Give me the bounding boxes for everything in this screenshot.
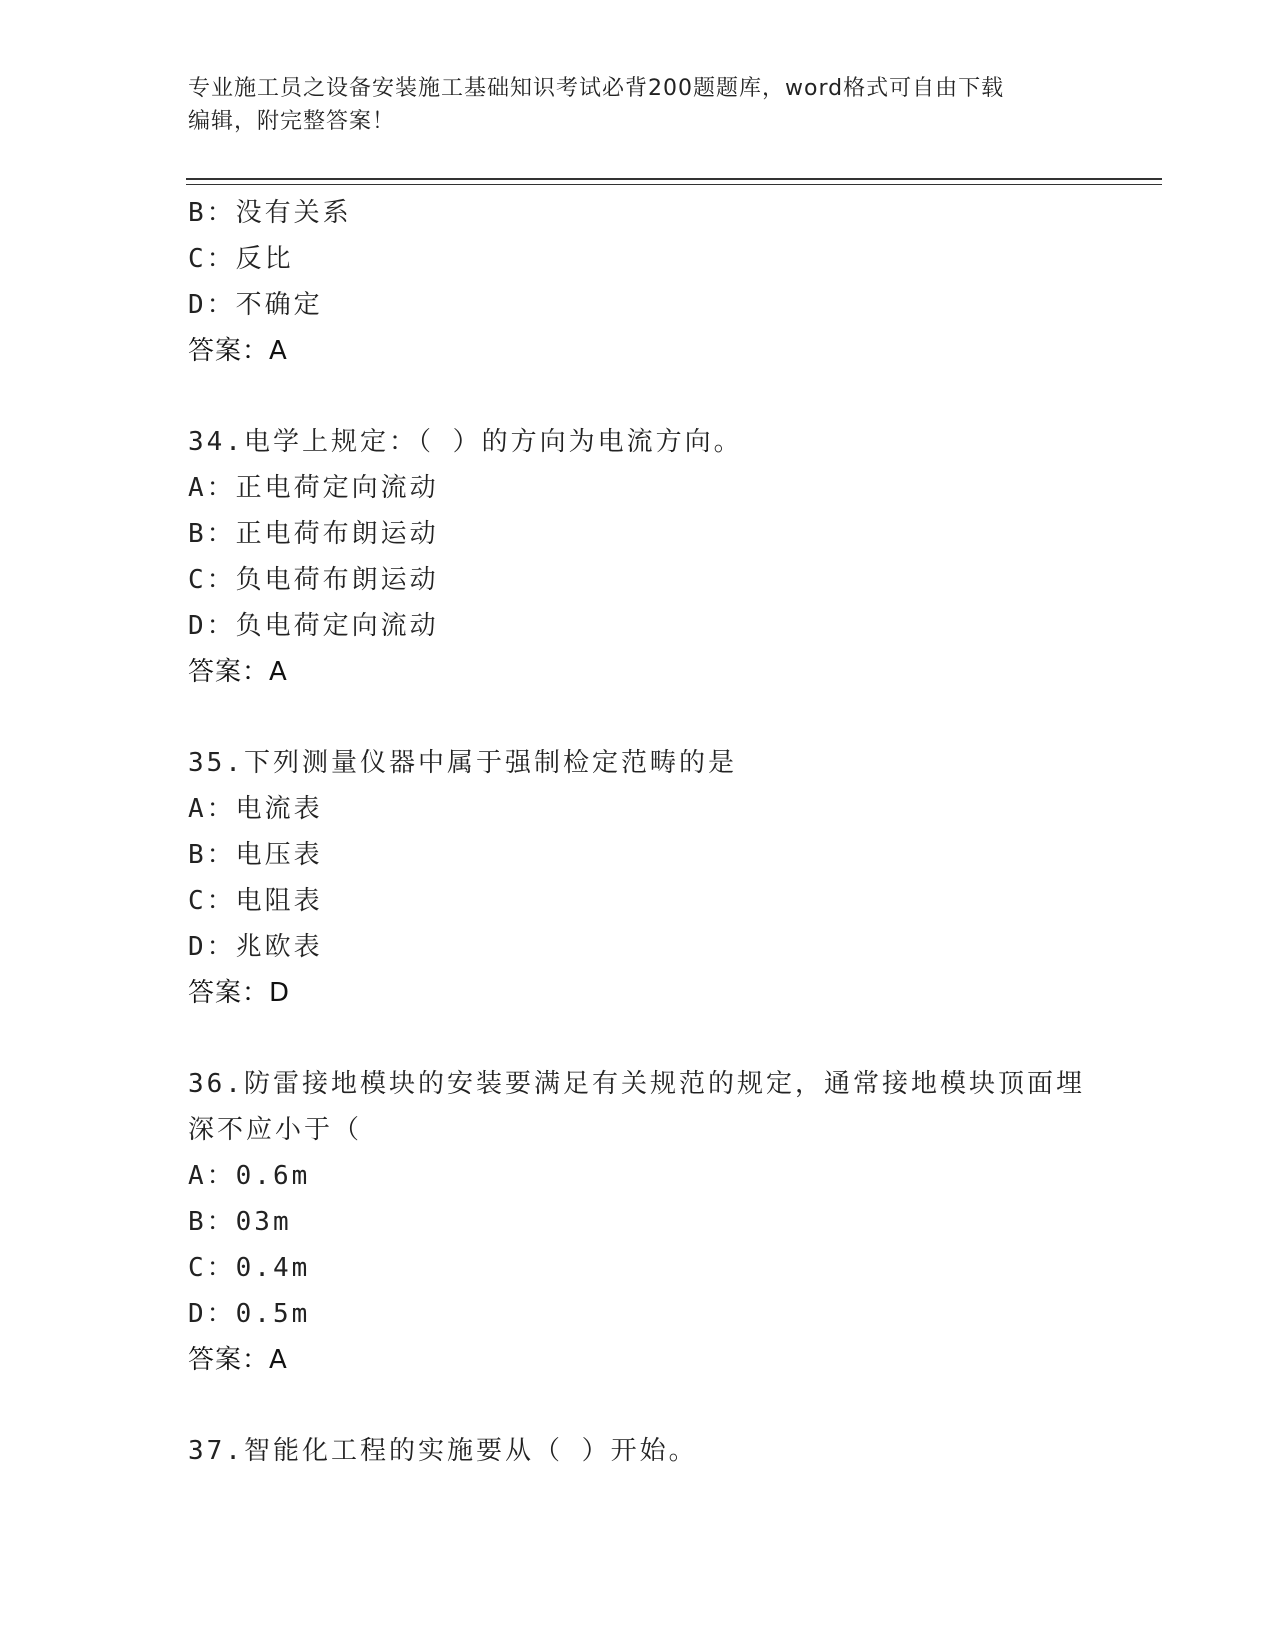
question-37-block (188, 1428, 1148, 1474)
header-line-1: 专业施工员之设备安装施工基础知识考试必背200题题库，word格式可自由下载 (188, 76, 1005, 101)
spacer (188, 374, 1148, 419)
option-a: A：0.6m (188, 1161, 311, 1191)
header-line-2: 编辑，附完整答案！ (188, 109, 396, 134)
spacer (188, 1016, 1148, 1061)
question-33-block (188, 190, 1148, 374)
option-c: C：反比 (188, 244, 294, 274)
header-divider-thick (186, 178, 1162, 180)
answer-line: 答案：A (188, 336, 288, 366)
option-c: C：负电荷布朗运动 (188, 565, 439, 595)
spacer (188, 1383, 1148, 1428)
question-text: 37.智能化工程的实施要从（ ）开始。 (188, 1436, 698, 1466)
option-c: C：0.4m (188, 1253, 311, 1283)
answer-line: 答案：D (188, 978, 291, 1008)
question-text: 34.电学上规定：（ ）的方向为电流方向。 (188, 427, 743, 457)
option-d: D：兆欧表 (188, 932, 323, 962)
question-text-line-1: 36.防雷接地模块的安装要满足有关规范的规定，通常接地模块顶面埋 (188, 1069, 1085, 1099)
answer-line: 答案：A (188, 1345, 288, 1375)
answer-line: 答案：A (188, 657, 288, 687)
spacer (188, 695, 1148, 740)
question-text: 35.下列测量仪器中属于强制检定范畴的是 (188, 748, 737, 778)
option-a: A：正电荷定向流动 (188, 473, 439, 503)
question-36-block (188, 1061, 1148, 1383)
header-divider-thin (186, 184, 1162, 185)
question-text-line-2: 深不应小于（ (188, 1115, 363, 1145)
question-34-block (188, 419, 1148, 695)
document-header (188, 72, 1088, 138)
option-b: B：03m (188, 1207, 292, 1237)
option-d: D：不确定 (188, 290, 323, 320)
option-b: B：电压表 (188, 840, 323, 870)
option-b: B：正电荷布朗运动 (188, 519, 439, 549)
option-b: B：没有关系 (188, 198, 352, 228)
option-d: D：0.5m (188, 1299, 311, 1329)
option-c: C：电阻表 (188, 886, 323, 916)
question-list (188, 190, 1148, 1474)
option-a: A：电流表 (188, 794, 323, 824)
question-35-block (188, 740, 1148, 1016)
option-d: D：负电荷定向流动 (188, 611, 439, 641)
